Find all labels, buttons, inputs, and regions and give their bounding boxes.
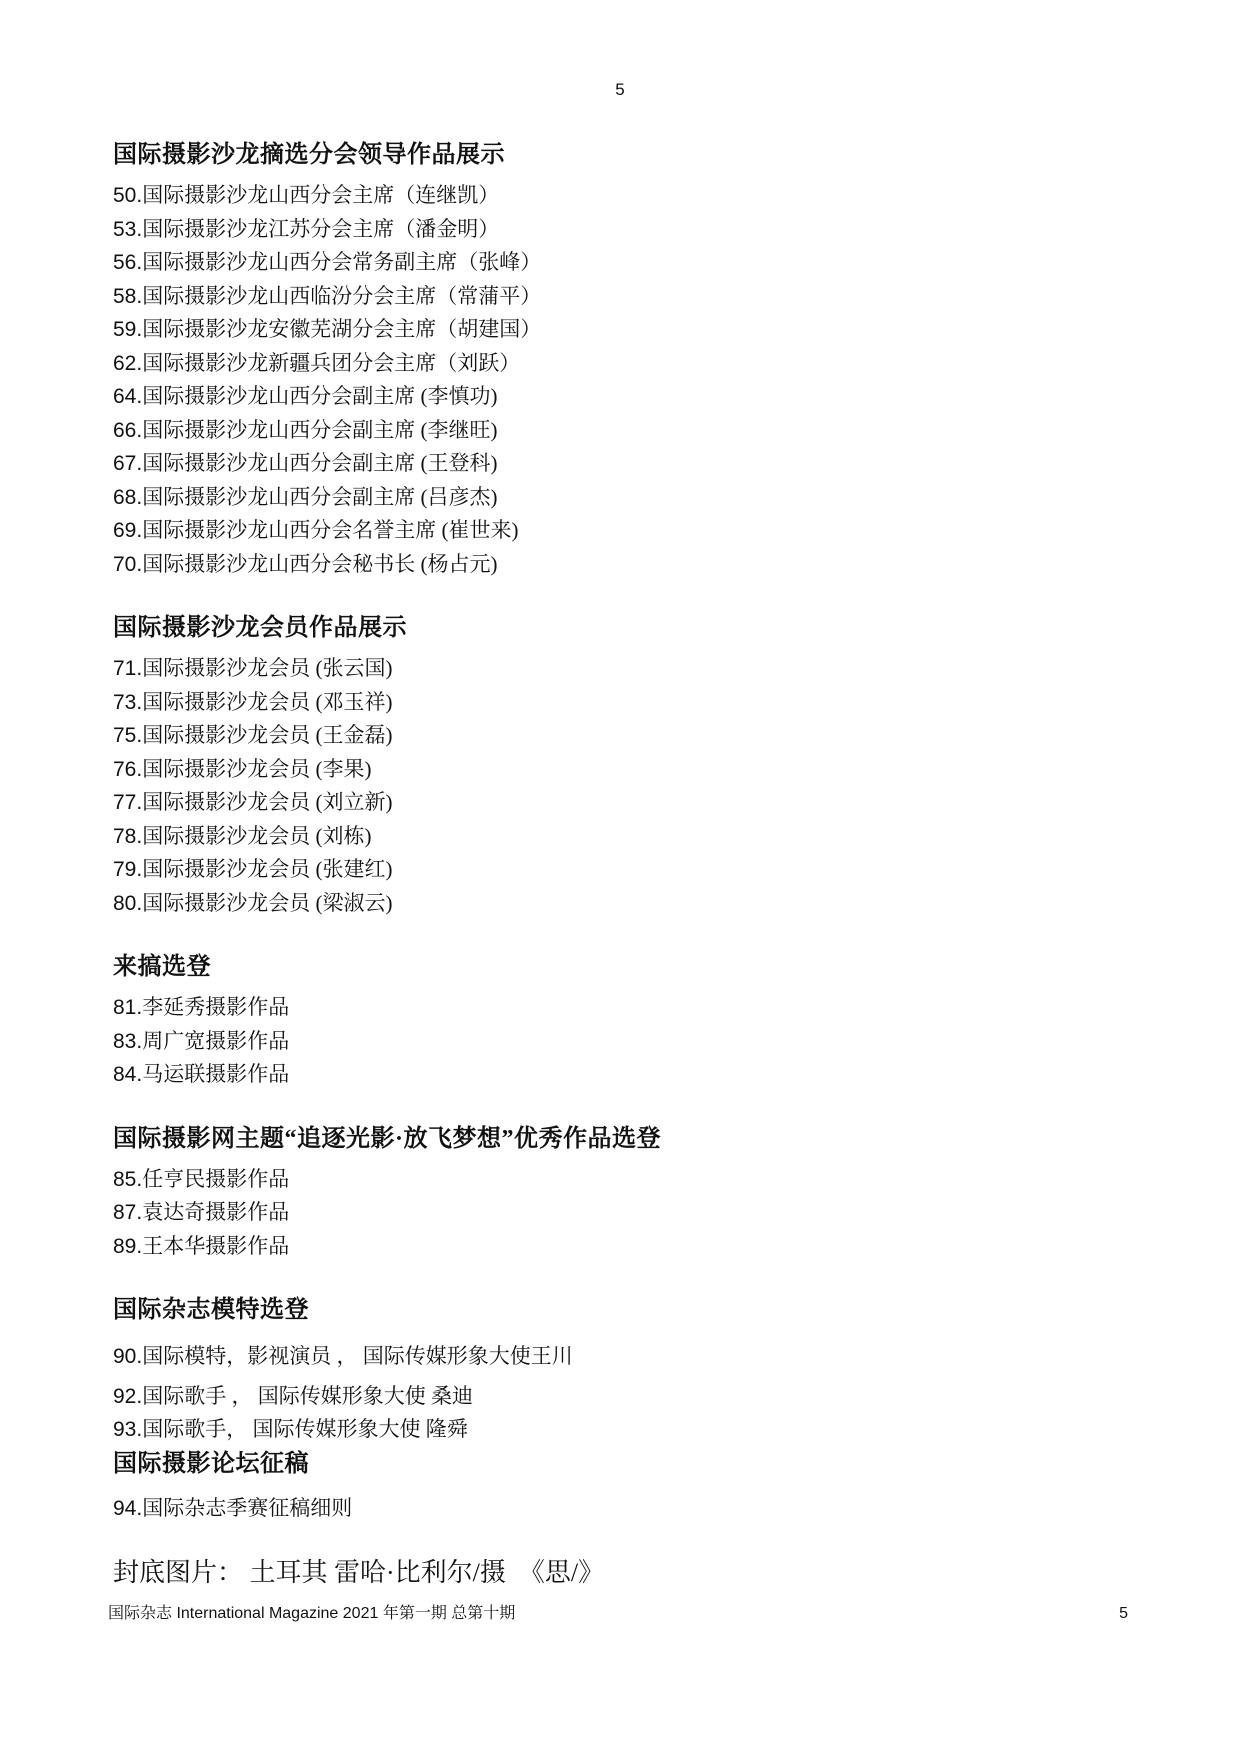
item-number: 64. [113, 385, 143, 408]
toc-section-salon-leaders [113, 138, 1132, 581]
item-text: 任亨民摄影作品 [142, 1166, 290, 1191]
toc-item [113, 887, 1132, 921]
item-text: 国际摄影沙龙会员 (张云国) [142, 656, 393, 680]
item-number: 69. [113, 519, 143, 542]
page-number-top: 5 [615, 80, 625, 99]
item-text: 国际摄影沙龙会员 (李果) [142, 756, 372, 781]
item-text: 国际摄影沙龙会员 (邓玉祥) [142, 689, 393, 714]
item-text: 袁达奇摄影作品 [142, 1200, 290, 1224]
item-number: 58. [113, 284, 143, 308]
toc-item [113, 1196, 1132, 1230]
item-text: 国际摄影沙龙山西分会副主席 (李慎功) [142, 384, 498, 408]
item-text: 国际摄影沙龙山西分会副主席 (王登科) [142, 451, 498, 475]
item-number: 79. [113, 858, 143, 881]
item-number: 92. [113, 1384, 143, 1408]
toc-section-salon-members [113, 611, 1132, 920]
item-text: 国际摄影沙龙会员 (王金磊) [142, 723, 393, 747]
toc-item [113, 380, 1132, 414]
item-text: 王本华摄影作品 [142, 1233, 290, 1258]
item-number: 78. [113, 824, 143, 848]
toc-item [113, 1163, 1132, 1197]
toc-item [113, 1058, 1132, 1092]
item-number: 59. [113, 318, 143, 341]
item-number: 80. [113, 891, 143, 915]
section-heading: 国际摄影论坛征稿 [113, 1450, 309, 1477]
item-number: 62. [113, 351, 143, 375]
page-footer [108, 1600, 1128, 1623]
item-text: 国际歌手 ， 国际传媒形象大使 桑迪 [142, 1383, 473, 1408]
item-number: 83. [113, 1029, 143, 1053]
toc-item [113, 991, 1132, 1025]
toc-item [113, 820, 1132, 854]
section-heading: 来搞选登 [113, 954, 211, 980]
toc-item [113, 548, 1132, 582]
toc-item [113, 481, 1132, 515]
item-text: 国际摄影沙龙会员 (刘栋) [142, 823, 372, 848]
item-number: 68. [113, 485, 143, 509]
item-text: 国际摄影沙龙山西分会秘书长 (杨占元) [142, 551, 498, 576]
section-heading: 国际杂志模特选登 [113, 1297, 309, 1323]
item-text: 周广宽摄影作品 [142, 1028, 290, 1053]
item-number: 90. [113, 1345, 143, 1368]
item-number: 70. [113, 552, 143, 576]
toc-section-theme-selection [113, 1122, 1132, 1264]
toc-item [113, 652, 1132, 686]
toc-item [113, 853, 1132, 887]
toc-item [113, 347, 1132, 381]
toc-item [113, 414, 1132, 448]
item-text: 马运联摄影作品 [142, 1062, 290, 1086]
item-number: 71. [113, 657, 143, 680]
item-text: 李延秀摄影作品 [142, 995, 290, 1019]
toc-item [113, 719, 1132, 753]
toc-section-contributions [113, 950, 1132, 1092]
toc-item [113, 447, 1132, 481]
footer-journal-title: 国际杂志 International Magazine 2021 年第一期 总第十期 [108, 1605, 516, 1622]
item-text: 国际摄影沙龙会员 (张建红) [142, 857, 393, 881]
item-number: 77. [113, 791, 143, 814]
toc-section-models [113, 1293, 1132, 1447]
item-text: 国际摄影沙龙会员 (梁淑云) [142, 890, 393, 915]
item-text: 国际摄影沙龙山西分会常务副主席（张峰） [142, 250, 542, 274]
toc-item [113, 213, 1132, 247]
item-number: 93. [113, 1418, 143, 1441]
item-text: 国际摄影沙龙山西分会主席（连继凯） [142, 183, 500, 207]
item-number: 50. [113, 184, 143, 207]
toc-item [113, 1025, 1132, 1059]
item-text: 国际摄影沙龙会员 (刘立新) [142, 790, 393, 814]
table-of-contents [113, 138, 1132, 1591]
section-heading: 国际摄影沙龙摘选分会领导作品展示 [113, 142, 505, 168]
toc-item [113, 280, 1132, 314]
item-text: 国际摄影沙龙安徽芜湖分会主席（胡建国） [142, 317, 542, 341]
item-text: 国际摄影沙龙新疆兵团分会主席（刘跃） [142, 350, 521, 375]
item-number: 73. [113, 690, 143, 714]
item-number: 84. [113, 1063, 143, 1086]
item-number: 53. [113, 217, 143, 241]
item-text: 国际摄影沙龙山西分会名誉主席 (崔世来) [142, 518, 519, 542]
item-text: 国际杂志季赛征稿细则 [142, 1495, 353, 1520]
item-number: 56. [113, 251, 143, 274]
toc-item [113, 1380, 1132, 1414]
item-number: 85. [113, 1167, 143, 1191]
footer-page-number: 5 [1119, 1605, 1128, 1622]
item-text: 国际摄影沙龙江苏分会主席（潘金明） [142, 216, 500, 241]
item-number: 66. [113, 418, 143, 442]
toc-item [113, 686, 1132, 720]
item-number: 94. [113, 1496, 143, 1520]
item-number: 81. [113, 996, 143, 1019]
toc-item [113, 753, 1132, 787]
item-number: 67. [113, 452, 143, 475]
item-number: 89. [113, 1234, 143, 1258]
toc-item [113, 514, 1132, 548]
item-number: 87. [113, 1201, 143, 1224]
toc-item [113, 1230, 1132, 1264]
item-text: 国际模特，影视演员 ， 国际传媒形象大使王川 [142, 1344, 573, 1368]
toc-item [113, 313, 1132, 347]
toc-item [113, 1340, 1132, 1374]
item-text: 国际摄影沙龙山西临汾分会主席（常蒲平） [142, 283, 542, 308]
toc-item [113, 786, 1132, 820]
section-heading: 国际摄影网主题“追逐光影·放飞梦想”优秀作品选登 [113, 1125, 662, 1152]
item-text: 国际歌手， 国际传媒形象大使 隆舜 [142, 1417, 468, 1441]
item-number: 75. [113, 724, 143, 747]
item-text: 国际摄影沙龙山西分会副主席 (李继旺) [142, 417, 498, 442]
section-heading: 国际摄影沙龙会员作品展示 [113, 615, 407, 641]
toc-item [113, 1413, 1132, 1447]
back-cover-caption: 封底图片： 土耳其 雷哈·比利尔/摄 《思/》 [113, 1558, 605, 1587]
toc-section-forum [113, 1447, 1132, 1526]
toc-item [113, 179, 1132, 213]
toc-item [113, 1492, 1132, 1526]
toc-item [113, 246, 1132, 280]
item-number: 76. [113, 757, 143, 781]
item-text: 国际摄影沙龙山西分会副主席 (吕彦杰) [142, 484, 498, 509]
